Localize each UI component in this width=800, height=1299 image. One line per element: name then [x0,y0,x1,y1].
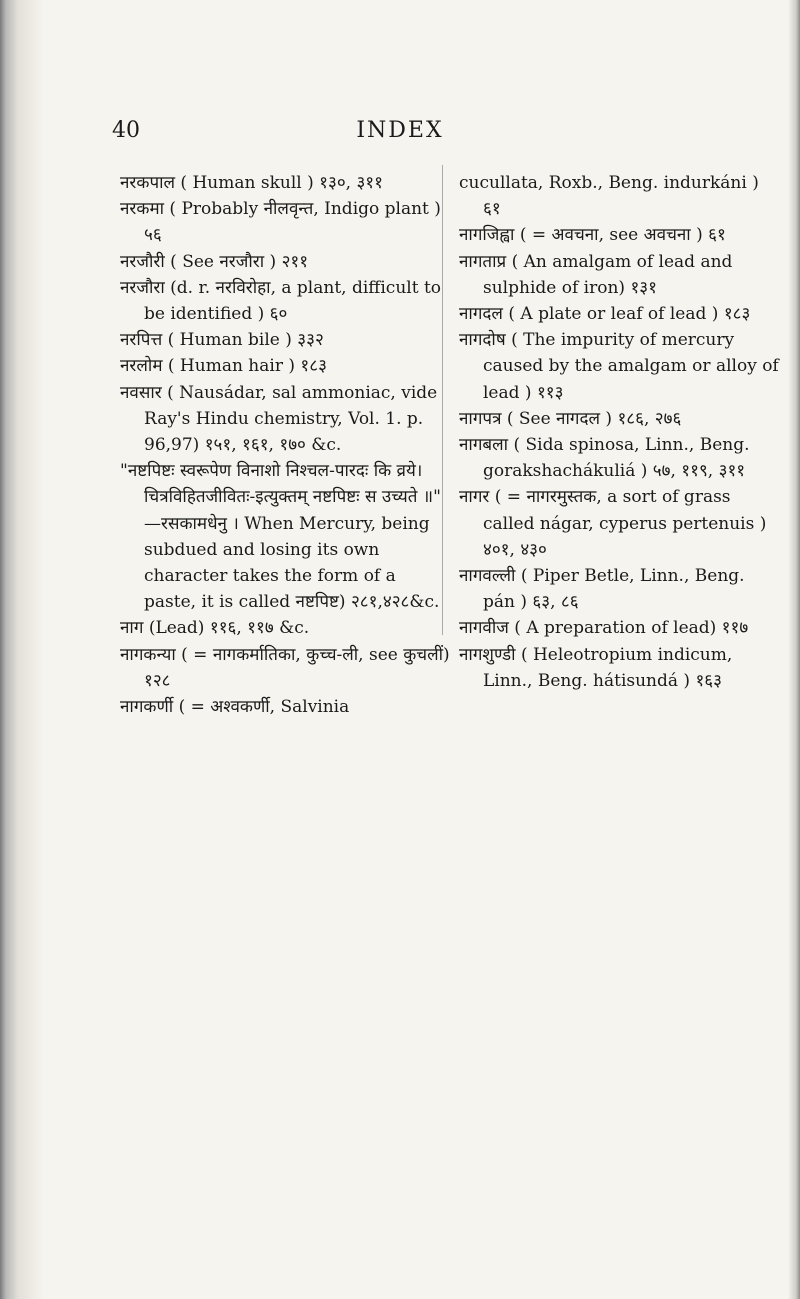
index-entry: "नष्टपिष्टः स्वरूपेण विनाशो निश्चल-पारदः कि व्रये। चित्रविहितजीवितः-इत्युक्तम् नष्टपिष्टः स उच्यते ॥" —रसकामधेनु । When Mercury, being subdued and losing its own character takes the form of a paste, it is called नष्टपिष्ट) २८१,४२८&c. [120,461,441,613]
right-column [459,170,781,694]
index-entry: नरजौरी ( See नरजौरा ) २११ [120,251,309,272]
page-title: INDEX [356,118,444,143]
index-entry: नरलोम ( Human hair ) १८३ [120,356,327,377]
index-entry: नरकपाल ( Human skull ) १३०, ३११ [120,173,383,193]
index-entry: नवसार ( Nausádar, sal ammoniac, vide Ray's Hindu chemistry, Vol. 1. p. 96,97) १५१, १६१, १७० &c. [120,382,438,456]
index-entry: नागजिह्वा ( = अवचना, see अवचना ) ६१ [459,225,726,246]
index-entry: नागशुण्डी ( Heleotropium indicum, Linn., Beng. hátisundá ) १६३ [459,644,733,691]
page-binding-edge [0,0,44,1299]
page-right-edge [788,0,800,1299]
left-column [120,170,450,720]
index-entry: नाग (Lead) ११६, ११७ &c. [120,618,310,639]
index-entry: नागर ( = नागरमुस्तक, a sort of grass called nágar, cyperus pertenuis ) ४०१, ४३० [459,487,767,560]
index-entry: नागपत्र ( See नागदल ) १८६, २७६ [459,408,682,429]
index-entry: नरजौरा (d. r. नरविरोहा, a plant, difficult to be identified ) ६० [120,277,442,325]
index-entry: नागवीज ( A preparation of lead) ११७ [459,618,749,639]
index-entry: नागबला ( Sida spinosa, Linn., Beng. gorakshachákuliá ) ५७, ११९, ३११ [459,435,750,482]
index-entry: नरपित्त ( Human bile ) ३३२ [120,330,324,351]
index-entry: नागदोष ( The impurity of mercury caused by the amalgam or alloy of lead ) ११३ [459,330,779,403]
page-number: 40 [112,118,140,143]
column-divider [442,165,443,635]
index-entry: नागताप्र ( An amalgam of lead and sulphide of iron) १३१ [459,251,733,298]
page-header [0,110,800,150]
index-entry: cucullata, Roxb., Beng. indurkáni ) ६१ [459,173,759,220]
index-entry: नागदल ( A plate or leaf of lead ) १८३ [459,304,751,325]
index-entry: नागकन्या ( = नागकर्मातिका, कुच्च-ली, see कुचलीं) १२८ [120,644,450,691]
index-entry: नागवल्ली ( Piper Betle, Linn., Beng. pán ) ६३, ८६ [459,566,745,613]
index-entry: नागकर्णी ( = अश्वकर्णी, Salvinia [120,697,350,718]
index-entry: नरकमा ( Probably नीलवृन्त, Indigo plant ) ५६ [120,199,441,246]
